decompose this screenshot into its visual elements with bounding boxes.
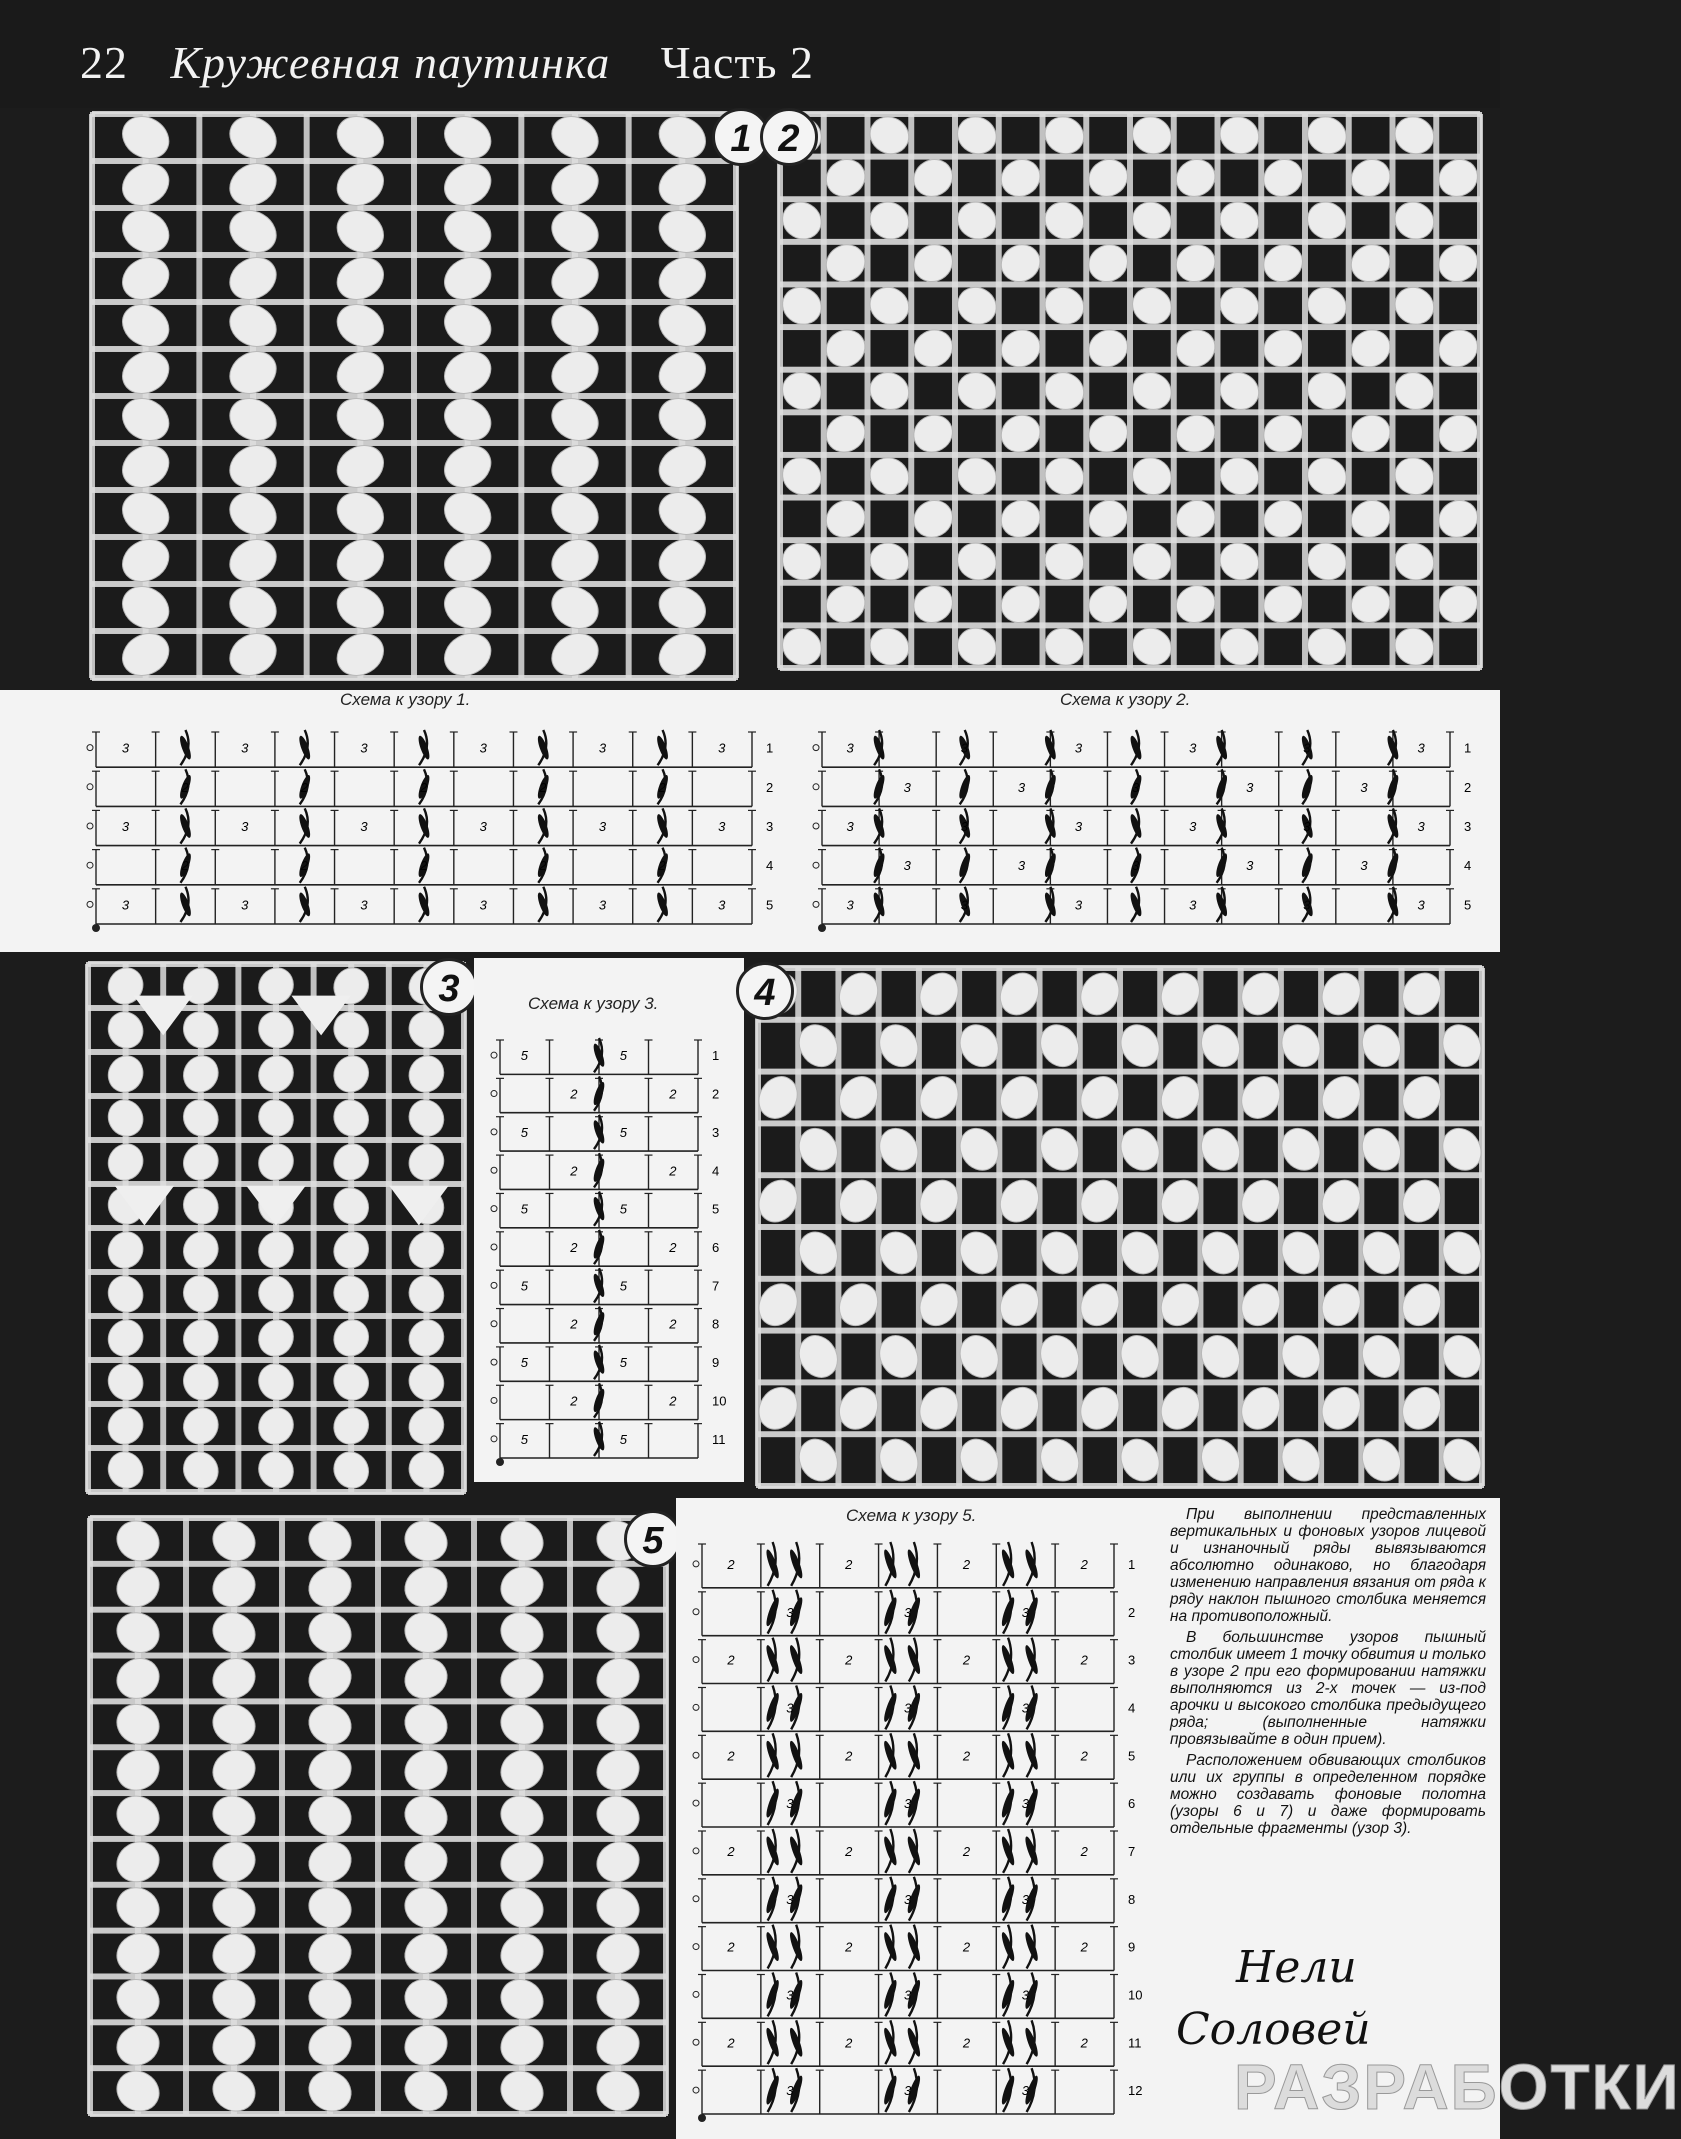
paragraph-1: При выполнении представленных вертикальных и фоновых узоров лицевой и изнаночный ряды вывязываются абсолютно одинаково, но благодаря изменению направления вязания от ряда к ряду наклон пышного столбика меняется на противоположный.: [1170, 1506, 1486, 1625]
turning-chain: [87, 745, 93, 751]
turning-chain: [87, 784, 93, 790]
cell-count-label: 2: [845, 1843, 853, 1859]
turning-chain: [693, 1800, 699, 1806]
turning-chain: [693, 1704, 699, 1710]
mesh-col-line: [1346, 114, 1352, 668]
cell-count-label: 3: [1417, 740, 1425, 756]
cell-count-label: 5: [619, 1124, 627, 1140]
cell-count-label: 2: [570, 1393, 578, 1409]
row-number-label: 7: [1128, 1843, 1136, 1859]
cell-count-label: 3: [360, 897, 368, 913]
photo-pattern-3: [86, 962, 466, 1494]
row-number-label: 4: [766, 858, 774, 874]
cell-count-label: 2: [420, 858, 428, 874]
cell-count-label: 2: [669, 1393, 677, 1409]
cell-count-label: 3: [1246, 779, 1254, 795]
cell-count-label: 3: [786, 1987, 794, 2003]
cell-count-label: 3: [1189, 819, 1197, 834]
turning-chain: [693, 2087, 699, 2093]
cell-count-label: 5: [619, 1048, 627, 1064]
cell-count-label: 3: [1074, 897, 1083, 913]
turning-chain: [693, 1944, 699, 1950]
cell-count-label: 2: [300, 858, 308, 874]
cell-count-label: 3: [904, 1604, 912, 1620]
cell-count-label: 2: [962, 2035, 971, 2051]
cell-count-label: 2: [845, 1748, 853, 1764]
cell-count-label: 2: [570, 1086, 578, 1102]
row-number-label: 1: [712, 1048, 720, 1064]
mesh-col-line: [311, 964, 317, 1492]
badge-pattern-2: 2: [760, 108, 818, 166]
cell-count-label: 2: [1080, 1652, 1088, 1668]
start-dot: [92, 924, 100, 932]
mesh-col-line: [777, 114, 783, 668]
row-number-label: 2: [1464, 779, 1472, 795]
cell-count-label: 3: [903, 858, 911, 874]
badge-pattern-3: 3: [420, 958, 478, 1016]
turning-chain: [491, 1129, 497, 1135]
cell-count-label: 3: [1132, 779, 1140, 795]
start-dot: [698, 2114, 706, 2122]
start-dot: [496, 1458, 504, 1466]
mesh-col-line: [821, 114, 827, 668]
cell-count-label: 2: [539, 858, 547, 874]
row-number-label: 3: [766, 819, 774, 834]
cell-count-label: 2: [181, 779, 189, 795]
cell-count-label: 2: [727, 2035, 735, 2051]
mesh-col-line: [89, 114, 95, 678]
cell-count-label: 3: [1246, 858, 1254, 874]
cell-count-label: 2: [570, 1240, 578, 1255]
cell-count-label: 3: [904, 2083, 912, 2099]
turning-chain: [87, 823, 93, 829]
cell-count-label: 2: [727, 1939, 735, 1955]
cell-count-label: 2: [669, 1240, 677, 1255]
mesh-col-line: [518, 114, 524, 678]
cell-count-label: 3: [1189, 740, 1197, 756]
turning-chain: [813, 823, 819, 829]
turning-chain: [693, 1896, 699, 1902]
row-number-label: 2: [1128, 1604, 1136, 1620]
author-first-name: Нели: [1236, 1942, 1357, 1993]
description-text: [1170, 1506, 1486, 1926]
cell-count-label: 2: [181, 858, 189, 874]
cell-count-label: 3: [718, 897, 726, 913]
cell-count-label: 2: [1080, 1556, 1088, 1572]
mesh-col-line: [235, 964, 241, 1492]
cell-count-label: 3: [598, 897, 607, 913]
cell-count-label: 2: [845, 1652, 853, 1668]
cell-count-label: 5: [619, 1201, 627, 1217]
cell-count-label: 2: [420, 779, 428, 795]
cell-count-label: 3: [903, 779, 911, 795]
author-last-name: Соловей: [1176, 2004, 1371, 2055]
cell-count-label: 3: [786, 1700, 794, 1716]
cell-count-label: 3: [846, 897, 854, 913]
mesh-col-line: [1390, 114, 1396, 668]
turning-chain: [813, 745, 819, 751]
cell-count-label: 3: [1132, 858, 1140, 874]
mesh-col-line: [952, 114, 958, 668]
cell-count-label: 2: [845, 1939, 853, 1955]
cell-count-label: 5: [520, 1048, 528, 1064]
row-number-label: 11: [1128, 2035, 1142, 2051]
turning-chain: [693, 1991, 699, 1997]
turning-chain: [87, 901, 93, 907]
cell-count-label: 3: [1021, 1796, 1029, 1812]
turning-chain: [491, 1052, 497, 1058]
mesh-col-line: [375, 1518, 381, 2114]
turning-chain: [693, 1657, 699, 1663]
mesh-col-line: [1083, 114, 1089, 668]
cell-count-label: 3: [360, 740, 368, 756]
cell-count-label: 2: [1080, 1843, 1088, 1859]
mesh-col-line: [733, 114, 739, 678]
mesh-col-line: [183, 1518, 189, 2114]
cell-count-label: 3: [786, 1796, 794, 1812]
cell-count-label: 3: [1021, 2083, 1029, 2099]
turning-chain: [693, 1561, 699, 1567]
cell-count-label: 3: [1021, 1987, 1029, 2003]
cell-count-label: 3: [241, 740, 249, 756]
cell-count-label: 3: [1017, 858, 1026, 874]
cell-count-label: 3: [241, 819, 249, 834]
cell-count-label: 5: [520, 1431, 528, 1447]
turning-chain: [87, 862, 93, 868]
cell-count-label: 3: [786, 2083, 794, 2099]
turning-chain: [693, 1752, 699, 1758]
row-number-label: 5: [1128, 1748, 1136, 1764]
turning-chain: [491, 1436, 497, 1442]
cell-count-label: 5: [520, 1201, 528, 1217]
mesh-col-line: [626, 114, 632, 678]
mesh-col-line: [567, 1518, 573, 2114]
turning-chain: [693, 2039, 699, 2045]
cell-count-label: 5: [520, 1355, 528, 1371]
cell-count-label: 3: [960, 740, 968, 756]
row-number-label: 5: [766, 897, 774, 913]
row-number-label: 6: [1128, 1796, 1136, 1812]
cell-count-label: 5: [619, 1278, 627, 1294]
turning-chain: [491, 1206, 497, 1212]
page-number: 22: [80, 37, 128, 88]
row-number-label: 5: [1464, 897, 1472, 913]
cell-count-label: 2: [669, 1086, 677, 1102]
cell-count-label: 2: [962, 1748, 971, 1764]
mesh-col-line: [87, 1518, 93, 2114]
mesh-col-line: [411, 114, 417, 678]
cell-count-label: 2: [727, 1748, 735, 1764]
turning-chain: [813, 862, 819, 868]
row-number-label: 6: [712, 1240, 720, 1255]
chart-1-diagram: [82, 718, 792, 940]
mesh-col-line: [1127, 114, 1133, 668]
mesh-col-line: [196, 114, 202, 678]
mesh-col-line: [908, 114, 914, 668]
cell-count-label: 3: [846, 819, 854, 834]
row-number-label: 7: [712, 1278, 720, 1294]
cell-count-label: 3: [718, 740, 726, 756]
row-number-label: 2: [766, 779, 774, 795]
row-number-label: 2: [712, 1086, 720, 1102]
mesh-col-line: [461, 964, 467, 1492]
turning-chain: [491, 1397, 497, 1403]
cell-count-label: 3: [1417, 897, 1425, 913]
chart-1-title: Схема к узору 1.: [340, 690, 471, 709]
row-number-label: 9: [1128, 1939, 1136, 1955]
cell-count-label: 3: [1021, 1700, 1029, 1716]
cell-count-label: 3: [1360, 858, 1368, 874]
cell-count-label: 3: [479, 819, 487, 834]
mesh-col-line: [471, 1518, 477, 2114]
turning-chain: [491, 1282, 497, 1288]
magazine-title: Кружевная паутинка: [170, 37, 611, 88]
cell-count-label: 2: [300, 779, 308, 795]
cell-count-label: 3: [960, 819, 968, 834]
row-number-label: 4: [1464, 858, 1472, 874]
mesh-col-line: [1477, 114, 1483, 668]
photo-pattern-4: [756, 966, 1484, 1488]
cell-count-label: 2: [1080, 2035, 1088, 2051]
cell-count-label: 3: [121, 740, 130, 756]
cell-count-label: 5: [520, 1278, 528, 1294]
cell-count-label: 5: [520, 1124, 528, 1140]
cell-count-label: 2: [962, 1652, 971, 1668]
row-number-label: 1: [1128, 1556, 1136, 1572]
chart-3-diagram: [486, 1026, 738, 1474]
cell-count-label: 2: [539, 779, 547, 795]
row-number-label: 11: [712, 1431, 726, 1447]
paragraph-2: В большинстве узоров пышный столбик имеет 1 точку обвития и только в узоре 2 при его формировании натяжки выполняются из 2-х точек — из-под арочки и высокого столбика предыдущего ряда; (выполненные натяжки провязывайте в один прием).: [1170, 1629, 1486, 1748]
row-number-label: 1: [766, 740, 774, 756]
row-number-label: 10: [1128, 1987, 1143, 2003]
cell-count-label: 3: [479, 897, 487, 913]
row-number-label: 5: [712, 1201, 720, 1217]
turning-chain: [491, 1321, 497, 1327]
cell-count-label: 3: [479, 740, 487, 756]
turning-chain: [693, 1848, 699, 1854]
cell-count-label: 3: [598, 740, 607, 756]
cell-count-label: 3: [1303, 740, 1311, 756]
cell-count-label: 2: [1080, 1748, 1088, 1764]
header-line: [80, 36, 814, 89]
chart-3-title: Схема к узору 3.: [528, 994, 659, 1013]
cell-count-label: 2: [669, 1316, 677, 1332]
mesh-col-line: [85, 964, 91, 1492]
cell-count-label: 2: [962, 1556, 971, 1572]
mesh-col-line: [304, 114, 310, 678]
paragraph-3: Расположением обвивающих столбиков или их группы в определенном порядке можно создавать фоновые полотна (узоры 6 и 7) и даже формировать отдельные фрагменты (узор 3).: [1170, 1752, 1486, 1837]
chart-2-diagram: [808, 718, 1490, 940]
cell-count-label: 3: [598, 819, 607, 834]
turning-chain: [813, 784, 819, 790]
cell-count-label: 2: [962, 1939, 971, 1955]
row-number-label: 4: [1128, 1700, 1136, 1716]
cell-count-label: 3: [241, 897, 249, 913]
cell-count-label: 3: [1017, 779, 1026, 795]
start-dot: [818, 924, 826, 932]
chart-2-title: Схема к узору 2.: [1060, 690, 1191, 709]
row-number-label: 3: [1128, 1652, 1136, 1668]
cell-count-label: 3: [904, 1700, 912, 1716]
cell-count-label: 3: [121, 819, 130, 834]
cell-count-label: 3: [1303, 819, 1311, 834]
cell-count-label: 2: [658, 858, 666, 874]
cell-count-label: 2: [669, 1163, 677, 1179]
cell-count-label: 2: [845, 1556, 853, 1572]
mesh-col-line: [1215, 114, 1221, 668]
row-number-label: 4: [712, 1163, 720, 1179]
cell-count-label: 2: [962, 1843, 971, 1859]
cell-count-label: 5: [619, 1431, 627, 1447]
cell-count-label: 2: [570, 1316, 578, 1332]
photo-pattern-1: [90, 112, 738, 680]
cell-count-label: 2: [658, 779, 666, 795]
cell-count-label: 2: [1080, 1939, 1088, 1955]
photo-pattern-5: [88, 1516, 668, 2116]
turning-chain: [491, 1167, 497, 1173]
mesh-col-line: [996, 114, 1002, 668]
mesh-col-line: [1433, 114, 1439, 668]
row-number-label: 8: [712, 1316, 720, 1332]
row-number-label: 8: [1128, 1891, 1136, 1907]
section-tag: РАЗРАБОТКИ: [1234, 2051, 1681, 2123]
cell-count-label: 2: [570, 1163, 578, 1179]
cell-count-label: 3: [1303, 897, 1311, 913]
cell-count-label: 3: [1189, 897, 1197, 913]
mesh-col-line: [386, 964, 392, 1492]
mesh-col-line: [1258, 114, 1264, 668]
cell-count-label: 2: [727, 1556, 735, 1572]
mesh-col-line: [865, 114, 871, 668]
cell-count-label: 3: [1074, 819, 1083, 834]
chart-5-diagram: [688, 1530, 1154, 2130]
badge-pattern-1: 1: [712, 108, 770, 166]
mesh-col-line: [160, 964, 166, 1492]
cell-count-label: 3: [121, 897, 130, 913]
turning-chain: [491, 1359, 497, 1365]
row-number-label: 3: [712, 1124, 720, 1140]
turning-chain: [491, 1091, 497, 1097]
row-number-label: 3: [1464, 819, 1472, 834]
turning-chain: [693, 1609, 699, 1615]
row-number-label: 12: [1128, 2083, 1143, 2099]
photo-pattern-2: [778, 112, 1482, 670]
turning-chain: [813, 901, 819, 907]
cell-count-label: 3: [718, 819, 726, 834]
badge-pattern-5: 5: [624, 1510, 682, 1568]
cell-count-label: 5: [619, 1355, 627, 1371]
cell-count-label: 3: [904, 1796, 912, 1812]
turning-chain: [491, 1244, 497, 1250]
mesh-col-line: [1040, 114, 1046, 668]
cell-count-label: 3: [1360, 779, 1368, 795]
cell-count-label: 2: [727, 1843, 735, 1859]
cell-count-label: 3: [960, 897, 968, 913]
part-label: Часть 2: [660, 37, 815, 88]
row-number-label: 9: [712, 1355, 720, 1371]
mesh-col-line: [1171, 114, 1177, 668]
cell-count-label: 3: [846, 740, 854, 756]
cell-count-label: 3: [904, 1891, 912, 1907]
cell-count-label: 2: [845, 2035, 853, 2051]
cell-count-label: 3: [786, 1891, 794, 1907]
badge-pattern-4: 4: [736, 962, 794, 1020]
cell-count-label: 3: [904, 1987, 912, 2003]
cell-count-label: 3: [1021, 1891, 1029, 1907]
chart-5-title: Схема к узору 5.: [846, 1506, 977, 1525]
mesh-col-line: [1302, 114, 1308, 668]
row-number-label: 1: [1464, 740, 1472, 756]
row-number-label: 10: [712, 1393, 727, 1409]
cell-count-label: 3: [1021, 1604, 1029, 1620]
cell-count-label: 3: [786, 1604, 794, 1620]
mesh-col-line: [663, 1518, 669, 2114]
cell-count-label: 2: [727, 1652, 735, 1668]
cell-count-label: 3: [1417, 819, 1425, 834]
cell-count-label: 3: [360, 819, 368, 834]
cell-count-label: 3: [1074, 740, 1083, 756]
mesh-col-line: [279, 1518, 285, 2114]
